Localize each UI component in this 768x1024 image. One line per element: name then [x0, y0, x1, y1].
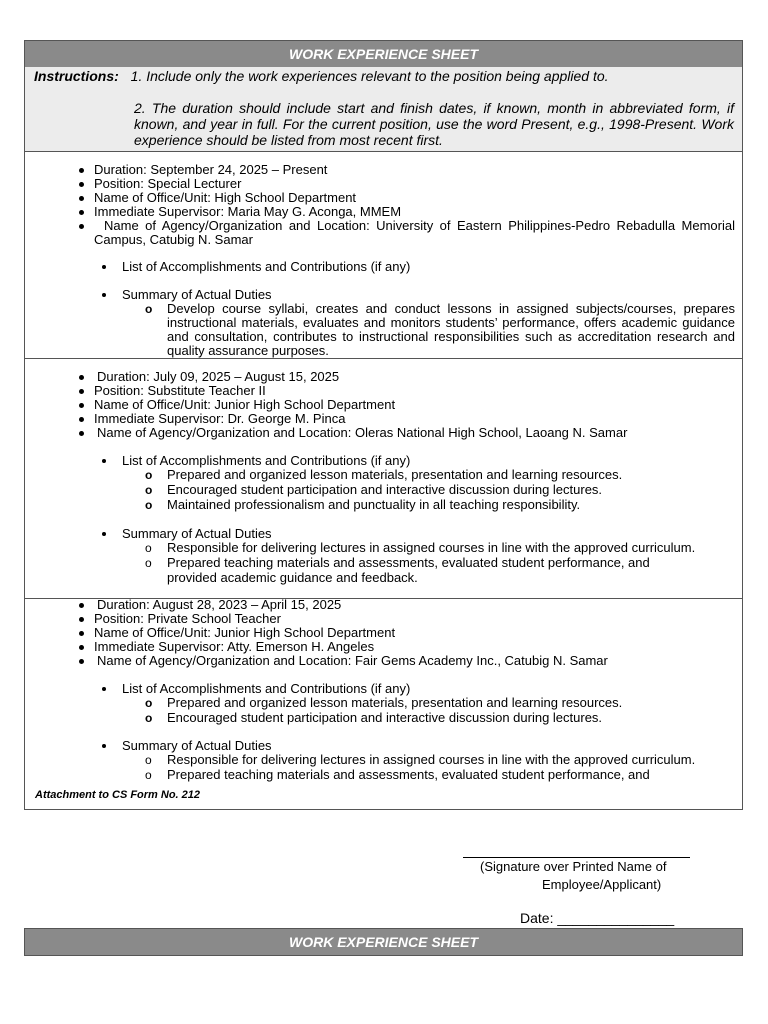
- bullet-icon: [79, 196, 84, 201]
- sub-bullet-icon: o: [145, 556, 152, 570]
- bullet-icon: [79, 431, 84, 436]
- bullet-icon: [102, 687, 106, 691]
- accomplishment-item: Encouraged student participation and interactive discussion during lectures.: [167, 482, 603, 497]
- duties-label: Summary of Actual Duties: [122, 526, 272, 541]
- entry-duration: Duration: September 24, 2025 – Present: [94, 162, 328, 177]
- attachment-note: Attachment to CS Form No. 212: [35, 788, 735, 808]
- duties-label: Summary of Actual Duties: [122, 738, 272, 753]
- instruction-2-number: 2.: [134, 100, 146, 116]
- signature-caption-2: Employee/Applicant): [542, 877, 662, 892]
- work-entry-2: [24, 359, 743, 599]
- entry-supervisor: Immediate Supervisor: Maria May G. Aconga, MMEM: [94, 204, 402, 219]
- bullet-icon: [79, 375, 84, 380]
- entry-supervisor: Immediate Supervisor: Atty. Emerson H. Angeles: [94, 639, 375, 654]
- accomplishment-item: Prepared and organized lesson materials, presentation and learning resources.: [167, 695, 623, 710]
- bullet-icon: [102, 744, 106, 748]
- bullet-icon: [79, 210, 84, 215]
- bullet-icon: [79, 403, 84, 408]
- instruction-2-text: The duration should include start and finish dates, if known, month in abbreviated form, if known, and year in full. For the current position, use the word Present, e.g., 1998-Present. Work experience should be listed from most recent first.: [134, 100, 735, 148]
- duty-item: Prepared teaching materials and assessments, evaluated student performance, and: [167, 767, 650, 782]
- sub-bullet-icon: o: [145, 753, 152, 767]
- bullet-icon: [79, 603, 84, 608]
- accomplishment-item: Encouraged student participation and interactive discussion during lectures.: [167, 710, 603, 725]
- sub-bullet-icon: o: [145, 483, 153, 497]
- entry-position: Position: Private School Teacher: [94, 611, 281, 626]
- bullet-icon: [79, 224, 84, 229]
- instruction-1: [34, 68, 609, 84]
- bullet-icon: [79, 645, 84, 650]
- entry-duration: Duration: July 09, 2025 – August 15, 2025: [97, 369, 340, 384]
- sub-bullet-icon: o: [145, 498, 153, 512]
- sheet-header: WORK EXPERIENCE SHEET: [24, 40, 743, 68]
- instructions-box: [24, 67, 743, 152]
- entry-office: Name of Office/Unit: High School Department: [94, 190, 357, 205]
- bullet-icon: [102, 293, 106, 297]
- entry-agency: Name of Agency/Organization and Location: Oleras National High School, Laoang N. Samar: [97, 425, 628, 440]
- signature-caption-1: (Signature over Printed Name of: [480, 859, 667, 874]
- duty-item: Responsible for delivering lectures in assigned courses in line with the approved curriculum.: [167, 540, 696, 555]
- accomplishments-label: List of Accomplishments and Contributions (if any): [122, 259, 411, 274]
- duty-item-continued: provided academic guidance and feedback.: [167, 570, 418, 585]
- instructions-label: Instructions:: [34, 68, 119, 84]
- sub-bullet-icon: o: [145, 711, 153, 725]
- bullet-icon: [79, 168, 84, 173]
- duty-item: Develop course syllabi, creates and conduct lessons in assigned subjects/courses, prepares instructional materials, evaluates and monitors students’ performance, offers academic guidance and consultation, contributes to instructional responsibilities such as accreditation research and quality assurance purposes.: [167, 301, 735, 358]
- bullet-icon: [79, 659, 84, 664]
- accomplishments-label: List of Accomplishments and Contributions (if any): [122, 453, 411, 468]
- signature-line: [463, 857, 690, 858]
- entry-agency: Name of Agency/Organization and Location: Fair Gems Academy Inc., Catubig N. Samar: [97, 653, 608, 668]
- bullet-icon: [79, 182, 84, 187]
- entry-office: Name of Office/Unit: Junior High School Department: [94, 397, 396, 412]
- sub-bullet-icon: o: [145, 696, 153, 710]
- bullet-icon: [79, 631, 84, 636]
- entry-supervisor: Immediate Supervisor: Dr. George M. Pinca: [94, 411, 346, 426]
- bullet-icon: [102, 265, 106, 269]
- duty-item: Responsible for delivering lectures in assigned courses in line with the approved curriculum.: [167, 752, 696, 767]
- sheet-header-repeat: WORK EXPERIENCE SHEET: [24, 928, 743, 956]
- bullet-icon: [79, 389, 84, 394]
- work-entry-3: [24, 599, 743, 810]
- bullet-icon: [79, 617, 84, 622]
- accomplishments-label: List of Accomplishments and Contributions (if any): [122, 681, 411, 696]
- entry-duration: Duration: August 28, 2023 – April 15, 2025: [97, 599, 342, 612]
- entry-position: Position: Substitute Teacher II: [94, 383, 266, 398]
- date-field[interactable]: Date: _______________: [520, 910, 675, 926]
- accomplishment-item: Maintained professionalism and punctuality in all teaching responsibility.: [167, 497, 581, 512]
- bullet-icon: [79, 417, 84, 422]
- instruction-2: [134, 100, 734, 148]
- work-entry-1: [24, 152, 743, 359]
- entry-position: Position: Special Lecturer: [94, 176, 242, 191]
- sub-bullet-icon: o: [145, 541, 152, 555]
- sub-bullet-icon: o: [145, 768, 152, 782]
- bullet-icon: [102, 459, 106, 463]
- duties-label: Summary of Actual Duties: [122, 287, 272, 302]
- accomplishment-item: Prepared and organized lesson materials, presentation and learning resources.: [167, 467, 623, 482]
- sub-bullet-icon: o: [145, 468, 153, 482]
- duty-item: Prepared teaching materials and assessments, evaluated student performance, and: [167, 555, 650, 570]
- sub-bullet-icon: o: [145, 302, 153, 316]
- instruction-1-text: 1. Include only the work experiences relevant to the position being applied to.: [130, 68, 609, 84]
- entry-agency: Name of Agency/Organization and Location: University of Eastern Philippines-Pedro Rebadulla Memorial Campus, Catubig N. Samar: [94, 218, 735, 247]
- bullet-icon: [102, 532, 106, 536]
- entry-office: Name of Office/Unit: Junior High School Department: [94, 625, 396, 640]
